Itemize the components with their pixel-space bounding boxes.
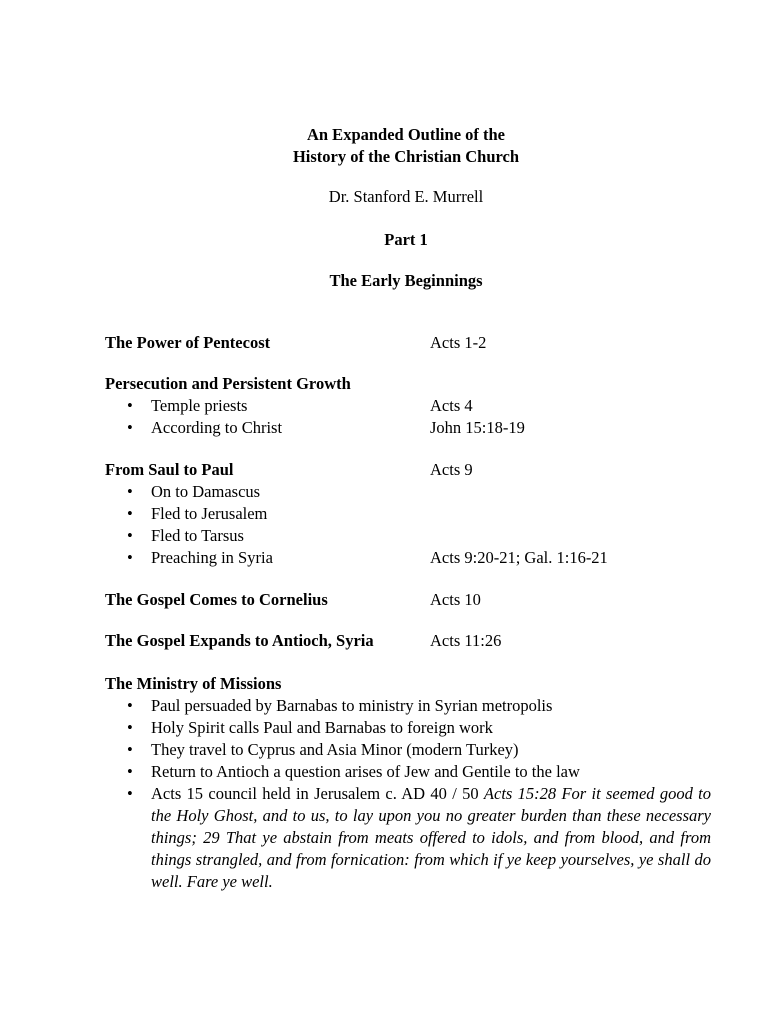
scripture-ref: Acts 11:26 (430, 631, 502, 650)
section-heading: The Power of Pentecost (105, 333, 271, 352)
list-item-text: On to Damascus (151, 482, 261, 501)
scripture-ref: Acts 4 (430, 396, 473, 415)
list-item-text: Temple priests (151, 396, 248, 415)
list-item-text: Paul persuaded by Barnabas to ministry in Syrian metropolis (151, 696, 553, 715)
list-item (105, 739, 725, 761)
section-heading: The Gospel Comes to Cornelius (105, 590, 328, 609)
section-heading: The Gospel Expands to Antioch, Syria (105, 631, 374, 650)
bullet-icon: • (127, 762, 133, 781)
list-item (105, 761, 725, 783)
list-item-text: Return to Antioch a question arises of Jew and Gentile to the law (151, 762, 580, 781)
title-line-1: An Expanded Outline of the (306, 125, 506, 144)
list-item (105, 417, 725, 439)
section-heading: The Ministry of Missions (105, 674, 282, 693)
list-item (105, 695, 725, 717)
bullet-icon: • (127, 418, 133, 437)
scripture-ref: John 15:18-19 (430, 418, 525, 437)
section-heading: From Saul to Paul (105, 460, 234, 479)
bullet-icon: • (127, 718, 133, 737)
section-missions (105, 673, 725, 893)
part-label: Part 1 (384, 230, 428, 249)
scripture-ref: Acts 9:20-21; Gal. 1:16-21 (430, 548, 608, 567)
list-item (105, 503, 725, 525)
list-item-text: They travel to Cyprus and Asia Minor (modern Turkey) (151, 740, 519, 759)
section-persecution (105, 373, 725, 439)
list-item-text: Fled to Tarsus (151, 526, 244, 545)
list-item (105, 525, 725, 547)
document-title (0, 124, 768, 168)
list-item (105, 547, 725, 569)
scripture-ref: Acts 10 (430, 590, 481, 609)
scripture-quote: Acts 15:28 For it seemed good to the Holy Ghost, and to us, to lay upon you no greater burden than these necessary things; 29 That ye abstain from meats offered to idols, and from blood, and from things strangled, and from fornication: from which if ye keep yourselves, ye shall do well. Fare ye well. (151, 784, 712, 891)
section-pentecost (105, 332, 725, 354)
list-item (105, 481, 725, 503)
part-subtitle: The Early Beginnings (329, 271, 483, 290)
list-item-text: Preaching in Syria (151, 548, 273, 567)
scripture-ref: Acts 1-2 (430, 333, 487, 352)
bullet-icon: • (127, 526, 133, 545)
list-item (105, 717, 725, 739)
title-line-2: History of the Christian Church (292, 147, 520, 166)
bullet-icon: • (127, 396, 133, 415)
list-item (105, 395, 725, 417)
list-item (105, 783, 725, 893)
bullet-icon: • (127, 482, 133, 501)
bullet-icon: • (127, 740, 133, 759)
bullet-icon: • (127, 696, 133, 715)
bullet-icon: • (127, 784, 133, 803)
council-text: Acts 15 council held in Jerusalem c. AD 40 / 50 (151, 784, 479, 803)
author-name: Dr. Stanford E. Murrell (328, 187, 484, 206)
bullet-icon: • (127, 504, 133, 523)
scripture-ref: Acts 9 (430, 460, 473, 479)
section-cornelius (105, 589, 725, 611)
list-item-text: According to Christ (151, 418, 283, 437)
section-saul-to-paul (105, 459, 725, 569)
section-antioch (105, 630, 725, 652)
list-item-text: Fled to Jerusalem (151, 504, 268, 523)
list-item-text: Holy Spirit calls Paul and Barnabas to foreign work (151, 718, 493, 737)
bullet-icon: • (127, 548, 133, 567)
council-paragraph (151, 783, 711, 893)
section-heading: Persecution and Persistent Growth (105, 374, 351, 393)
